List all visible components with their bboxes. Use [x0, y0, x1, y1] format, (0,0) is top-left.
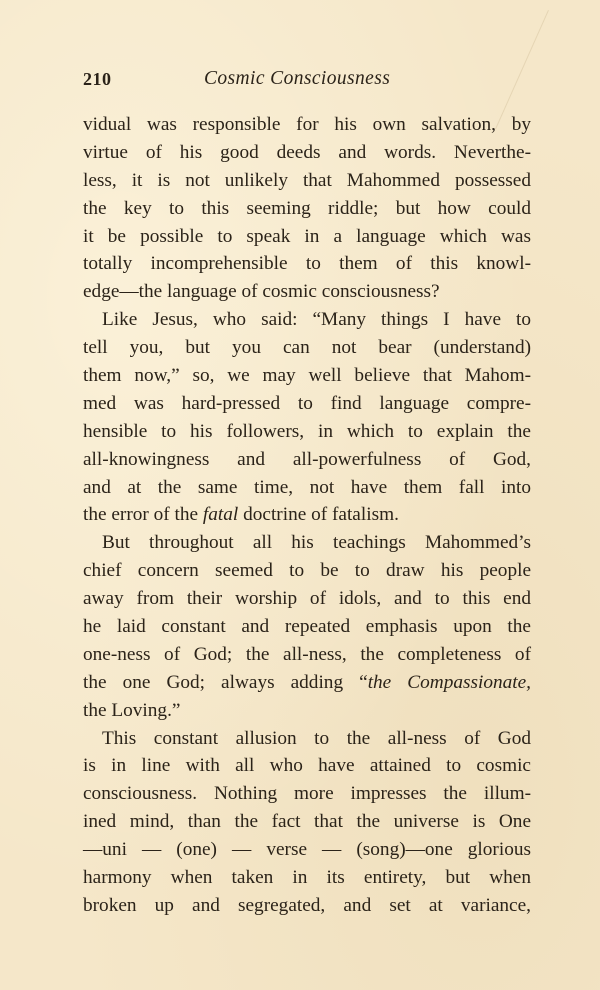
text-line: consciousness. Nothing more impresses the illum-	[83, 783, 531, 805]
page-number: 210	[83, 69, 112, 89]
text-line: all-knowingness and all-powerfulness of God,	[83, 448, 531, 470]
text-line: is in line with all who have attained to cosmic	[83, 755, 531, 777]
text-run: doctrine of fatalism.	[238, 504, 399, 526]
text-run: the one God; always adding “	[83, 671, 368, 693]
body-text	[83, 111, 531, 920]
text-line: one-ness of God; the all-ness, the completeness of	[83, 643, 531, 665]
running-title: Cosmic Consciousness	[204, 68, 391, 89]
text-line: broken up and segregated, and set at variance,	[83, 894, 531, 916]
paragraph-first-line: But throughout all his teachings Mahommed’s	[102, 532, 531, 554]
text-line: the key to this seeming riddle; but how could	[83, 197, 531, 219]
paragraph-first-line: This constant allusion to the all-ness of God	[102, 727, 531, 749]
text-line: chief concern seemed to be to draw his people	[83, 560, 531, 582]
italic-word: fatal	[202, 504, 239, 526]
paragraph-first-line: Like Jesus, who said: “Many things I have to	[102, 309, 531, 331]
text-line: tell you, but you can not bear (understand)	[83, 337, 531, 359]
running-head	[83, 66, 531, 92]
text-line: hensible to his followers, in which to explain the	[83, 420, 531, 442]
text-line-with-italic	[83, 501, 531, 529]
text-line: vidual was responsible for his own salvation, by	[83, 114, 531, 135]
text-line: —uni — (one) — verse — (song)—one glorious	[83, 839, 531, 861]
text-line: edge—the language of cosmic consciousness?	[83, 281, 440, 303]
text-line-with-italic	[83, 669, 531, 697]
text-line: he laid constant and repeated emphasis upon the	[83, 616, 531, 638]
text-line: the Loving.”	[83, 699, 181, 721]
text-line: less, it is not unlikely that Mahommed possessed	[83, 169, 531, 191]
text-line: totally incomprehensible to them of this knowl-	[83, 253, 531, 275]
text-line: ined mind, than the fact that the universe is One	[83, 811, 531, 833]
italic-phrase: the Compassionate,	[367, 671, 531, 693]
text-line: it be possible to speak in a language which was	[83, 225, 531, 247]
text-line: them now,” so, we may well believe that Mahom-	[83, 365, 531, 387]
text-run: the error of the	[83, 504, 203, 526]
text-line: and at the same time, not have them fall into	[83, 476, 531, 498]
text-line: harmony when taken in its entirety, but when	[83, 867, 531, 889]
text-line: virtue of his good deeds and words. Neverthe-	[83, 141, 531, 163]
text-line: med was hard-pressed to find language compre-	[83, 392, 531, 414]
text-line: away from their worship of idols, and to this end	[83, 588, 531, 610]
